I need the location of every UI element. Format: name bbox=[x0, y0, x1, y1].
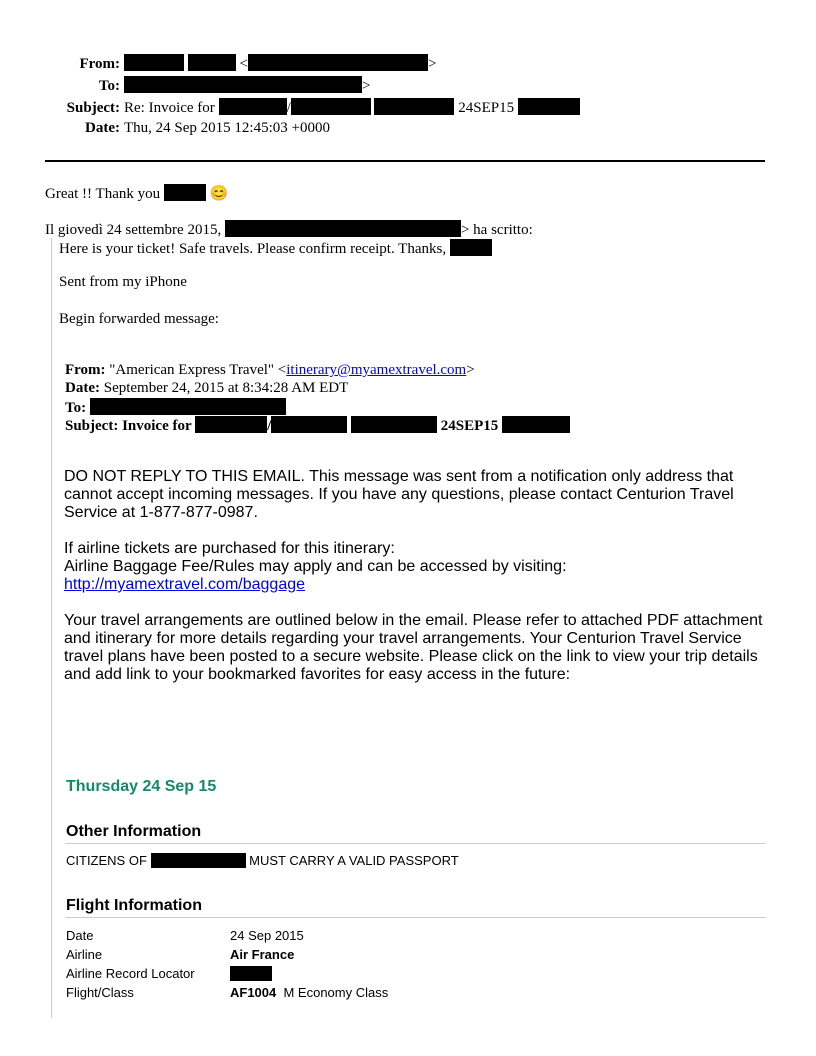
label: Subject: bbox=[66, 100, 120, 116]
forward-note: Begin forwarded message: bbox=[59, 311, 219, 327]
redaction bbox=[374, 98, 454, 115]
gt: > bbox=[362, 78, 371, 94]
redaction bbox=[230, 966, 272, 981]
table-row bbox=[66, 985, 388, 1000]
redaction bbox=[164, 184, 206, 201]
redaction bbox=[124, 76, 362, 93]
quoted-text: Here is your ticket! Safe travels. Please confirm receipt. Thanks, bbox=[59, 241, 447, 257]
date-value: Thu, 24 Sep 2015 12:45:03 +0000 bbox=[124, 120, 330, 136]
label: From: bbox=[65, 362, 106, 378]
row-value: Air France bbox=[230, 947, 295, 962]
notice-paragraph: DO NOT REPLY TO THIS EMAIL. This message was sent from a notification only address that cannot accept incoming messages. If you have any questions, please contact Centurion Travel Service at 1-877-877-0987. bbox=[64, 468, 734, 521]
redaction bbox=[351, 416, 437, 433]
label: To: bbox=[65, 400, 87, 416]
header-from bbox=[0, 54, 436, 73]
signature: Sent from my iPhone bbox=[59, 274, 187, 290]
redaction bbox=[124, 54, 184, 71]
label: From: bbox=[79, 56, 120, 72]
day-heading: Thursday 24 Sep 15 bbox=[66, 778, 217, 795]
date-value: September 24, 2015 at 8:34:28 AM EDT bbox=[103, 380, 349, 396]
intro-suffix: > ha scritto: bbox=[460, 222, 533, 238]
section-rule bbox=[65, 843, 766, 844]
gt: > bbox=[427, 56, 437, 72]
gt: > bbox=[466, 362, 475, 378]
slash: / bbox=[267, 418, 272, 434]
fw-date bbox=[65, 380, 348, 397]
intro-text: Il giovedì 24 settembre 2015, bbox=[45, 222, 222, 238]
prefix: CITIZENS OF bbox=[66, 853, 147, 868]
subject-text: Re: Invoice for bbox=[124, 100, 215, 116]
reply-text bbox=[45, 184, 228, 203]
redaction bbox=[271, 416, 347, 433]
reply-line: Great !! Thank you bbox=[45, 186, 161, 202]
redaction bbox=[225, 220, 461, 237]
redaction bbox=[188, 54, 236, 71]
redaction bbox=[151, 853, 246, 868]
redaction bbox=[219, 98, 287, 115]
email-link[interactable]: itinerary@myamextravel.com bbox=[286, 362, 467, 378]
flight-number: AF1004 bbox=[230, 985, 277, 1000]
smiley-icon: 😊 bbox=[209, 186, 229, 202]
table-row bbox=[66, 966, 272, 981]
table-row bbox=[66, 947, 294, 962]
label: Date: bbox=[85, 120, 120, 136]
redaction bbox=[518, 98, 580, 115]
quote-intro bbox=[45, 220, 533, 239]
slash: / bbox=[286, 100, 291, 116]
airline-paragraph: If airline tickets are purchased for this itinerary: bbox=[64, 540, 395, 557]
quoted-line bbox=[59, 239, 492, 258]
from-name: "American Express Travel" < bbox=[109, 362, 287, 378]
label: Date: bbox=[65, 380, 100, 396]
redaction bbox=[90, 398, 286, 415]
row-key: Flight/Class bbox=[66, 985, 134, 1000]
row-value: 24 Sep 2015 bbox=[230, 928, 304, 943]
baggage-text: Airline Baggage Fee/Rules may apply and can be accessed by visiting: bbox=[64, 558, 567, 575]
redaction bbox=[195, 416, 267, 433]
other-info-title: Other Information bbox=[66, 823, 202, 840]
section-rule bbox=[65, 917, 766, 918]
row-key: Date bbox=[66, 928, 94, 943]
quote-border bbox=[51, 238, 52, 1018]
table-row bbox=[66, 928, 304, 943]
suffix: MUST CARRY A VALID PASSPORT bbox=[249, 853, 459, 868]
fw-to bbox=[65, 398, 286, 417]
arrangements-paragraph: Your travel arrangements are outlined below in the email. Please refer to attached PDF attachment and itinerary for more details regarding your travel arrangements. Your Centurion Travel Service travel plans have been posted to a secure website. Please click on the link to view your trip details and add link to your bookmarked favorites for easy access in the future: bbox=[64, 612, 763, 683]
divider bbox=[45, 160, 765, 162]
lt: < bbox=[239, 56, 248, 72]
header-date bbox=[0, 120, 330, 137]
baggage-link[interactable]: http://myamextravel.com/baggage bbox=[64, 576, 306, 593]
redaction bbox=[502, 416, 570, 433]
row-key: Airline Record Locator bbox=[66, 966, 195, 981]
label: Subject: Invoice for bbox=[65, 418, 192, 434]
redaction bbox=[291, 98, 371, 115]
label: To: bbox=[98, 78, 120, 94]
row-key: Airline bbox=[66, 947, 103, 962]
header-subject bbox=[0, 98, 580, 117]
flight-class: M Economy Class bbox=[283, 985, 389, 1000]
fw-from bbox=[65, 362, 475, 379]
redaction bbox=[450, 239, 492, 256]
passport-notice bbox=[66, 853, 459, 868]
header-to bbox=[0, 76, 370, 95]
subject-date: 24SEP15 bbox=[458, 100, 515, 116]
redaction bbox=[248, 54, 428, 71]
fw-subject bbox=[65, 416, 570, 435]
flight-info-title: Flight Information bbox=[66, 897, 202, 914]
subject-date: 24SEP15 bbox=[440, 418, 499, 434]
